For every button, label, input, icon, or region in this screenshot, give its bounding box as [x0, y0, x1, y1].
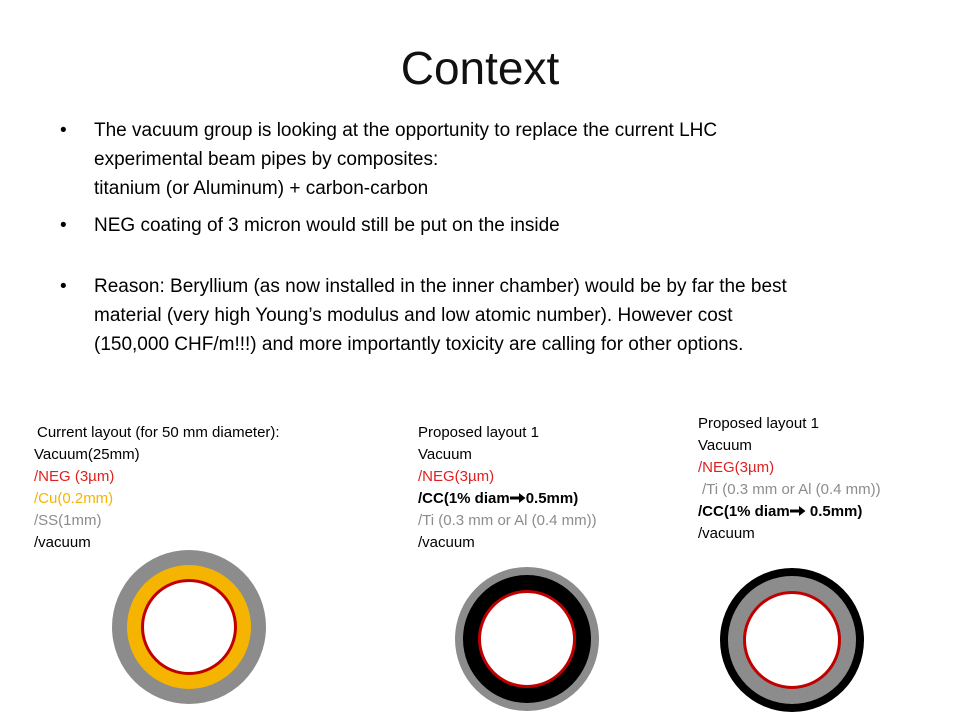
- cc-label: /CC(1% diam: [418, 490, 510, 507]
- ring-neg-inner-bore: [743, 591, 841, 689]
- proposed-b-heading: Proposed layout 1: [698, 415, 819, 432]
- layer-titanium: /Ti (0.3 mm or Al (0.4 mm)): [702, 481, 881, 498]
- bullet-line: (150,000 CHF/m!!!) and more importantly toxicity are calling for other options.: [94, 334, 744, 355]
- proposed-layout-a-text: [418, 422, 597, 554]
- bullet-line: The vacuum group is looking at the opportunity to replace the current LHC: [94, 120, 718, 141]
- bullet-item-composites: [60, 116, 910, 203]
- layer-neg: /NEG(3µm): [418, 468, 495, 485]
- layer-carbon-carbon: [698, 501, 881, 523]
- arrow-right-icon: [790, 505, 806, 517]
- cc-thickness: 0.5mm): [525, 490, 579, 507]
- ring-neg-inner-bore: [478, 590, 576, 688]
- layer-neg: /NEG (3µm): [34, 468, 115, 485]
- bullet-item-neg-coating: [60, 211, 910, 240]
- bullet-line: titanium (or Aluminum) + carbon-carbon: [94, 178, 429, 199]
- layer-copper: /Cu(0.2mm): [34, 490, 114, 507]
- proposed-layout-b-text: [698, 413, 881, 545]
- cc-label: /CC(1% diam: [698, 503, 790, 520]
- current-layout-text: [34, 422, 280, 554]
- layer-vacuum: Vacuum: [698, 437, 752, 454]
- current-layout-heading: Current layout (for 50 mm diameter):: [37, 424, 280, 441]
- proposed-a-heading: Proposed layout 1: [418, 424, 539, 441]
- layer-carbon-carbon: [418, 488, 597, 510]
- ring-neg-inner-bore: [141, 579, 237, 675]
- bullet-list: [60, 116, 910, 359]
- slide-title: Context: [400, 42, 560, 94]
- bullet-marker: •: [60, 276, 67, 297]
- bullet-line: Reason: Beryllium (as now installed in the inner chamber) would be by far the best: [94, 276, 787, 297]
- layer-outer-vacuum: /vacuum: [418, 534, 475, 551]
- bullet-line: NEG coating of 3 micron would still be put on the inside: [94, 215, 560, 236]
- bullet-line: material (very high Young’s modulus and low atomic number). However cost: [94, 305, 733, 326]
- layer-vacuum: Vacuum: [418, 446, 472, 463]
- arrow-right-icon: [510, 492, 526, 504]
- layer-neg: /NEG(3µm): [698, 459, 775, 476]
- bullet-marker: •: [60, 215, 67, 236]
- bullet-marker: •: [60, 120, 67, 141]
- bullet-item-reason: [60, 272, 910, 359]
- layer-outer-vacuum: /vacuum: [698, 525, 755, 542]
- layer-vacuum: Vacuum(25mm): [34, 446, 140, 463]
- cc-thickness: 0.5mm): [805, 503, 863, 520]
- bullet-line: experimental beam pipes by composites:: [94, 149, 439, 170]
- layer-titanium: /Ti (0.3 mm or Al (0.4 mm)): [418, 512, 597, 529]
- layer-stainless-steel: /SS(1mm): [34, 512, 102, 529]
- layer-outer-vacuum: /vacuum: [34, 534, 91, 551]
